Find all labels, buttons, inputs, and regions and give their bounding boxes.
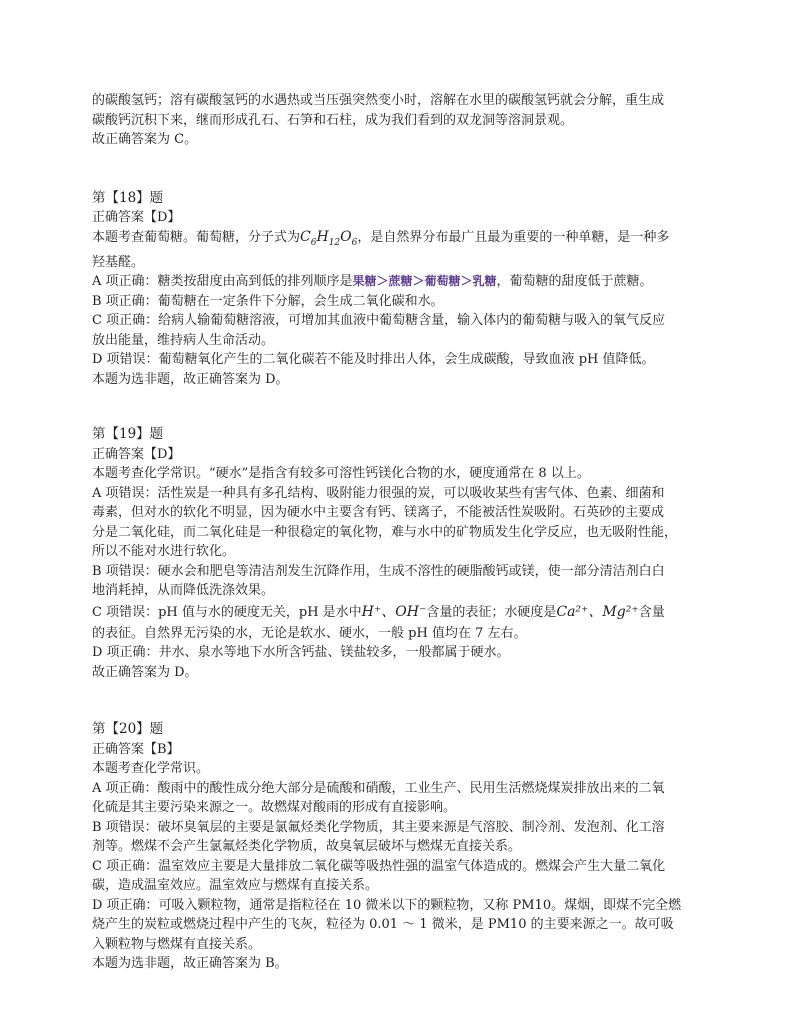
q18-option-a-text-2: ，葡萄糖的甜度低于蔗糖。 xyxy=(496,274,653,290)
q20-option-d-3: 入颗粒物与燃煤有直接关系。 xyxy=(92,936,262,952)
intro-conclusion: 故正确答案为 C。 xyxy=(92,132,198,147)
q18-option-a xyxy=(92,272,717,292)
q20-option-d-1: D 项正确：可吸入颗粒物，通常是指粒径在 10 微米以下的颗粒物，又称 PM10。煤烟，即煤不完全燃 xyxy=(92,897,682,913)
q18-formula: $C_6H_{12}O_6$ xyxy=(300,228,358,248)
q19-option-c-2: 的表征。自然界无污染的水，无论是软水、硬水，一般 pH 值均在 7 左右。 xyxy=(92,625,527,641)
q19-option-b-1: B 项错误：硬水会和肥皂等清洁剂发生沉降作用，生成不溶性的硬脂酸钙或镁，使一部分清洁剂白白 xyxy=(92,563,665,579)
q20-option-a-2: 化硫是其主要污染来源之一。故燃煤对酸雨的形成有直接影响。 xyxy=(92,800,457,816)
q19-ions-h-oh: H⁺、OH⁻ xyxy=(361,603,427,620)
q20-answer: 正确答案【B】 xyxy=(92,741,180,757)
q20-option-d-2: 烧产生的炭粒或燃烧过程中产生的飞灰，粒径为 0.01 ～ 1 微米，是 PM10 的主要来源之一。故可吸 xyxy=(92,917,674,933)
q20-title: 第【20】题 xyxy=(92,721,164,738)
document-page xyxy=(92,91,717,974)
q19-option-c-text-2: 含量的表征；水硬度是 xyxy=(426,604,557,620)
q19-stem: 本题考查化学常识。“硬水”是指含有较多可溶性钙镁化合物的水，硬度通常在 8 以上。 xyxy=(92,466,590,482)
q20-option-c-2: 碳，造成温室效应。温室效应与燃煤有直接关系。 xyxy=(92,878,379,894)
q18-answer: 正确答案【D】 xyxy=(92,210,181,225)
q19-option-c-text: C 项错误：pH 值与水的硬度无关，pH 是水中 xyxy=(92,604,362,620)
q19-option-a-1: A 项错误：活性炭是一种具有多孔结构、吸附能力很强的炭，可以吸收某些有害气体、色素、细菌和 xyxy=(92,485,665,501)
q18-stem-text-2: ，是自然界分布最广且最为重要的一种单糖，是一种多 xyxy=(357,229,670,245)
q18-option-c-1: C 项正确：给病人输葡萄糖溶液，可增加其血液中葡萄糖含量，输入体内的葡萄糖与吸入的氧气反应 xyxy=(92,313,666,329)
q20-option-a-1: A 项正确：酸雨中的酸性成分绝大部分是硫酸和硝酸，工业生产、民用生活燃烧煤炭排放出来的二氧 xyxy=(92,780,665,796)
q19-option-c-1 xyxy=(92,601,717,624)
intro-line-1: 的碳酸氢钙；溶有碳酸氢钙的水遇热或当压强突然变小时，溶解在水里的碳酸氢钙就会分解，重生成 xyxy=(92,93,665,108)
q20-option-b-2: 剂等。燃煤不会产生氯氟烃类化学物质，故臭氧层破坏与燃煤无直接关系。 xyxy=(92,839,522,855)
q19-conclusion: 故正确答案为 D。 xyxy=(92,664,198,680)
q18-conclusion: 本题为选非题，故正确答案为 D。 xyxy=(92,371,289,387)
q20-option-b-1: B 项错误：破坏臭氧层的主要是氯氟烃类化学物质，其主要来源是气溶胶、制冷剂、发泡剂、化工溶 xyxy=(92,819,665,835)
intro-line-2: 碳酸钙沉积下来，继而形成孔石、石笋和石柱，成为我们看到的双龙洞等溶洞景观。 xyxy=(92,112,574,128)
q19-answer: 正确答案【D】 xyxy=(92,446,181,462)
q19-ions-ca-mg: Ca²⁺、Mg²⁺ xyxy=(556,603,639,620)
q18-option-c-2: 放出能量，维持病人生命活动。 xyxy=(92,332,275,348)
q18-title: 第【18】题 xyxy=(92,189,164,206)
q18-stem xyxy=(92,228,717,253)
q18-option-d: D 项错误：葡萄糖氧化产生的二氧化碳若不能及时排出人体，会生成碳酸，导致血液 pH 值降低。 xyxy=(92,352,655,368)
q19-option-b-2: 地消耗掉，从而降低洗涤效果。 xyxy=(92,583,275,599)
q19-option-a-2: 毒素，但对水的软化不明显，因为硬水中主要含有钙、镁离子，不能被活性炭吸附。石英砂的主要成 xyxy=(92,505,665,521)
q18-option-b: B 项正确：葡萄糖在一定条件下分解，会生成二氧化碳和水。 xyxy=(92,293,444,309)
q19-option-c-text-3: 含量 xyxy=(638,604,665,620)
q19-option-a-4: 所以不能对水进行软化。 xyxy=(92,544,236,560)
q18-stem-text: 本题考查葡萄糖。葡萄糖，分子式为 xyxy=(92,229,301,245)
q20-option-c-1: C 项正确：温室效应主要是大量排放二氧化碳等吸热性强的温室气体造成的。燃煤会产生大量二氧化 xyxy=(92,858,666,874)
q19-option-a-3: 分是二氧化硅，而二氧化硅是一种很稳定的氧化物，难与水中的矿物质发生化学反应，也无吸附性能， xyxy=(92,524,678,540)
q20-conclusion: 本题为选非题，故正确答案为 B。 xyxy=(92,956,288,972)
q18-option-a-text: A 项正确：糖类按甜度由高到低的排列顺序是 xyxy=(92,274,353,290)
q20-stem: 本题考查化学常识。 xyxy=(92,761,210,777)
q19-option-d: D 项正确：井水、泉水等地下水所含钙盐、镁盐较多，一般都属于硬水。 xyxy=(92,645,510,661)
q19-title: 第【19】题 xyxy=(92,426,164,443)
q18-sweetness-order: 果糖＞蔗糖＞葡萄糖＞乳糖 xyxy=(352,274,497,289)
q18-stem-cont: 羟基醛。 xyxy=(92,254,145,270)
